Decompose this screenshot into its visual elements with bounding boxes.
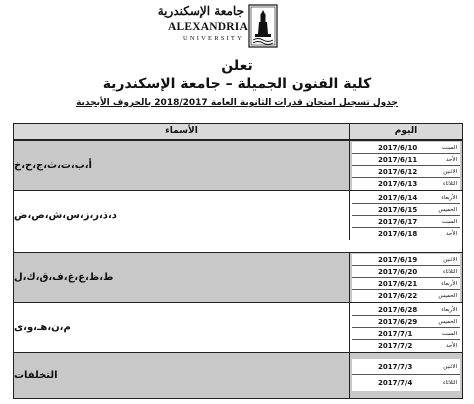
day-row [352, 204, 460, 216]
day-row [352, 192, 460, 204]
day-name: السبت [441, 145, 457, 151]
day-name: الخميس [438, 319, 457, 325]
table-row [14, 140, 462, 190]
table-row [14, 352, 462, 398]
day-name: الأحد [446, 343, 457, 349]
day-date: 2017/7/1 [378, 330, 413, 338]
day-date: 2017/6/13 [378, 180, 418, 188]
column-header-day: اليوم [350, 124, 462, 140]
day-row [352, 304, 460, 316]
column-header-names: الأسماء [14, 124, 350, 140]
day-row [352, 228, 460, 240]
day-date: 2017/6/19 [378, 256, 418, 264]
day-date: 2017/6/22 [378, 292, 418, 300]
group-names: د،ذ،ر،ز،س،ش،ص،ض [14, 191, 350, 240]
day-name: الثلاثاء [443, 181, 457, 187]
group-names: ط،ظ،ع،غ،ف،ق،ك،ل [14, 253, 350, 302]
group-names: م،ن،هـ،و،ى [14, 303, 350, 352]
day-date: 2017/6/29 [378, 318, 418, 326]
day-date: 2017/6/10 [378, 144, 418, 152]
group-days [350, 353, 462, 398]
day-row [352, 290, 460, 302]
day-date: 2017/6/20 [378, 268, 418, 276]
day-date: 2017/6/12 [378, 168, 418, 176]
day-name: الاثنين [443, 169, 457, 175]
day-name: الثلاثاء [443, 380, 457, 386]
day-row [352, 216, 460, 228]
day-row [352, 316, 460, 328]
logo-arabic-name: جامعة الإسكندرية [157, 4, 244, 18]
logo-english-name: ALEXANDRIA [168, 21, 248, 33]
table-row [14, 252, 462, 302]
day-row [352, 340, 460, 352]
day-name: الثلاثاء [443, 269, 457, 275]
day-row [352, 328, 460, 340]
group-days [350, 141, 462, 190]
day-row [352, 359, 460, 375]
day-name: الأحد [446, 157, 457, 163]
day-date: 2017/7/4 [378, 379, 413, 387]
schedule-subtitle [0, 98, 474, 108]
day-date: 2017/6/18 [378, 230, 418, 238]
day-name: الأربعاء [441, 307, 457, 313]
group-days [350, 253, 462, 302]
day-row [352, 375, 460, 391]
university-logo [157, 4, 278, 50]
schedule-subtitle-text: جدول تسجيل امتحان قدرات الثانوية العامة 2018/2017 بالحروف الأبجدية [76, 98, 398, 108]
schedule-table [13, 123, 463, 399]
day-date: 2017/6/14 [378, 194, 418, 202]
day-date: 2017/6/17 [378, 218, 418, 226]
day-date: 2017/6/28 [378, 306, 418, 314]
group-days [350, 303, 462, 352]
day-row [352, 166, 460, 178]
day-row [352, 278, 460, 290]
day-row [352, 254, 460, 266]
day-row [352, 154, 460, 166]
group-names: التخلفات [14, 353, 350, 398]
day-row [352, 142, 460, 154]
day-date: 2017/6/21 [378, 280, 418, 288]
day-name: الخميس [438, 293, 457, 299]
logo-university-word: UNIVERSITY [183, 35, 244, 42]
day-date: 2017/6/15 [378, 206, 418, 214]
day-name: السبت [441, 219, 457, 225]
group-names: أ،ب،ت،ث،ج،ح،خ [14, 141, 350, 190]
faculty-heading: كلية الفنون الجميلة – جامعة الإسكندرية [102, 76, 372, 92]
day-name: الخميس [438, 207, 457, 213]
day-row [352, 266, 460, 278]
day-name: الاثنين [443, 257, 457, 263]
day-name: الأحد [446, 231, 457, 237]
lighthouse-emblem-icon [248, 4, 278, 48]
day-date: 2017/6/11 [378, 156, 418, 164]
day-name: الأربعاء [441, 195, 457, 201]
day-row [352, 178, 460, 190]
day-name: السبت [441, 331, 457, 337]
day-name: الاثنين [443, 364, 457, 370]
table-row [14, 190, 462, 240]
day-date: 2017/7/2 [378, 342, 413, 350]
day-date: 2017/7/3 [378, 363, 413, 371]
group-days [350, 191, 462, 240]
day-name: الأربعاء [441, 281, 457, 287]
table-row [14, 302, 462, 352]
announce-heading: تعلن [221, 58, 253, 74]
